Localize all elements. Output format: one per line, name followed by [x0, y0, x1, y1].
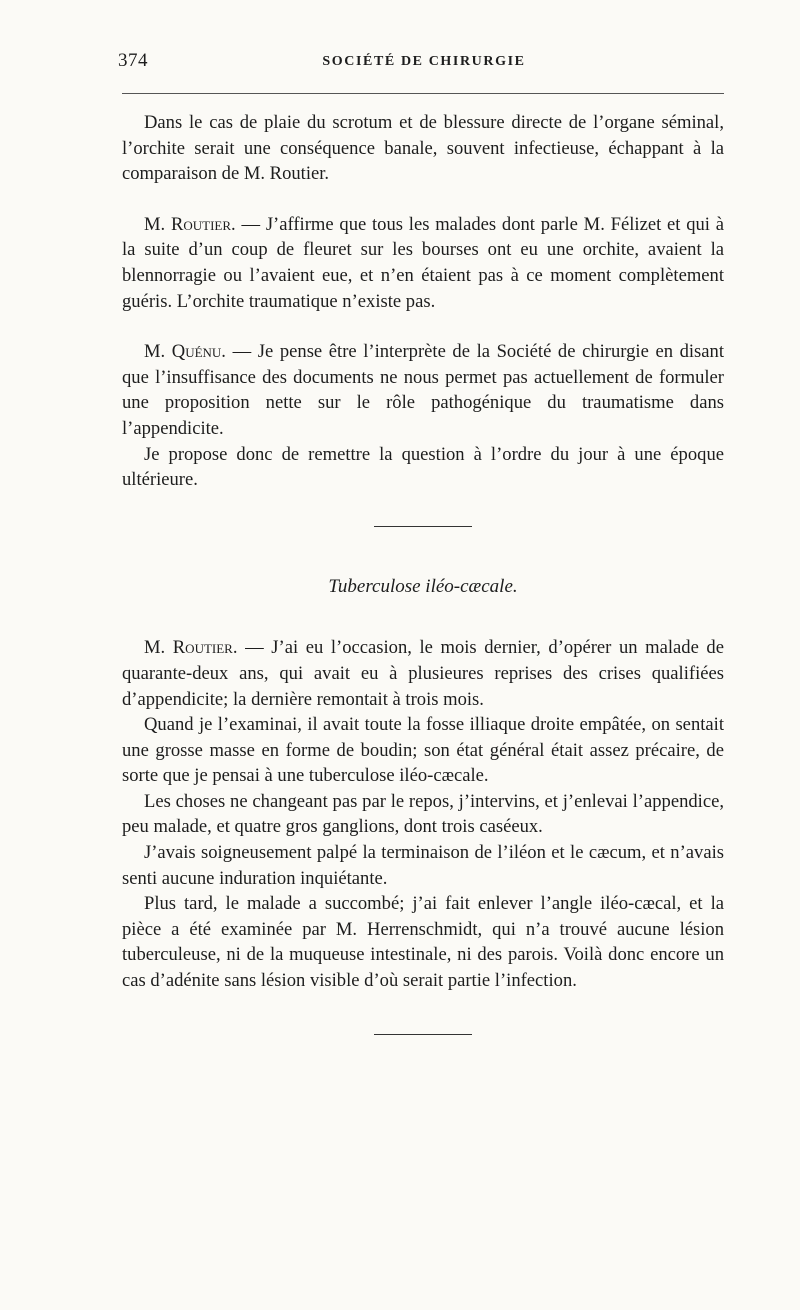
paragraph-routier — [122, 212, 724, 314]
speaker-name: M. Quénu. — [144, 341, 226, 363]
page-body — [122, 110, 724, 1035]
paragraph: Plus tard, le malade a succombé; j’ai fait enlever l’angle iléo-cæcal, et la pièce a été examinée par M. Herrenschmidt, qui n’a trouvé aucune lésion tuberculeuse, ni de la muqueuse intestinale, ni des parois. Voilà donc encore un cas d’adénite sans lésion visible d’où serait partie l’infection. — [122, 893, 724, 992]
end-separator — [374, 1034, 472, 1035]
paragraph-quenu — [122, 339, 724, 441]
speech-text: — Je pense être l’interprète de la Société de chirurgie en disant que l’insuffisance des documents ne nous permet pas actuellement de formuler une proposition nette sur le rôle pathogénique du traumatisme dans l’appendicite. — [122, 341, 725, 439]
paragraph: Dans le cas de plaie du scrotum et de blessure directe de l’organe séminal, l’orchite serait une conséquence banale, souvent infectieuse, échappant à la comparaison de M. Routier. — [122, 112, 724, 185]
paragraph: J’avais soigneusement palpé la terminaison de l’iléon et le cæcum, et n’avais senti aucune induration inquiétante. — [122, 842, 724, 889]
header-rule — [122, 93, 724, 94]
paragraph: Je propose donc de remettre la question à l’ordre du jour à une époque ultérieure. — [122, 443, 724, 491]
running-title: SOCIÉTÉ DE CHIRURGIE — [322, 54, 526, 69]
paragraph: Quand je l’examinai, il avait toute la fosse illiaque droite empâtée, on sentait une grosse masse en forme de boudin; son état général était assez précaire, de sorte que je pensai à une tuberculose iléo-cæcale. — [122, 714, 724, 787]
section-separator — [374, 526, 472, 527]
page-number: 374 — [118, 50, 148, 71]
page-header — [118, 50, 726, 74]
paragraph-routier-2 — [122, 635, 724, 712]
speech-text: — J’ai eu l’occasion, le mois dernier, d’opérer un malade de quarante-deux ans, qui avait eu à plusieures reprises des crises qualifiées d’appendicite; la dernière remontait à trois mois. — [122, 637, 724, 710]
section-title: Tuberculose iléo-cæcale. — [328, 575, 518, 597]
speech-text: — J’affirme que tous les malades dont parle M. Félizet et qui à la suite d’un coup de fleuret sur les bourses ont eu une orchite, avaient la blennorragie ou l’avaient eue, et n’en étaient pas à ce moment complètement guéris. L’orchite traumatique n’existe pas. — [122, 213, 724, 312]
paragraph: Les choses ne changeant pas par le repos, j’intervins, et j’enlevai l’appendice, peu malade, et quatre gros ganglions, dont trois caséeux. — [122, 790, 724, 838]
speaker-name: M. Routier. — [144, 213, 236, 235]
speaker-name: M. Routier. — [144, 637, 238, 659]
